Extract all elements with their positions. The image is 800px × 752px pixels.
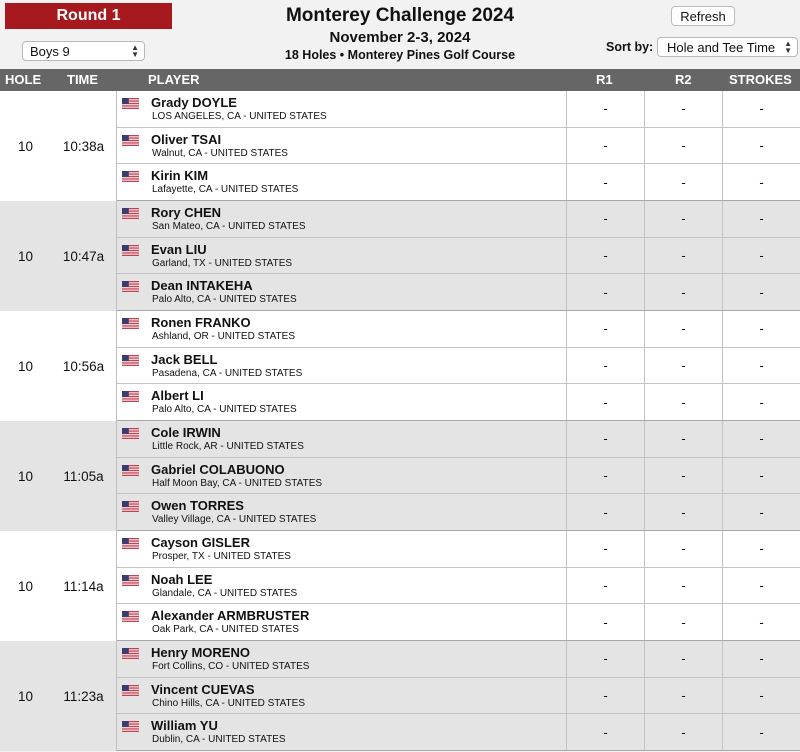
player-name[interactable]: Grady DOYLE <box>151 95 237 110</box>
score-strokes: - <box>722 164 800 200</box>
player-row[interactable] <box>117 714 800 751</box>
score-r2: - <box>644 604 722 640</box>
tee-time-group <box>0 531 800 641</box>
player-location: Fort Collins, CO - UNITED STATES <box>152 661 310 672</box>
column-header-player[interactable]: PLAYER <box>148 72 200 87</box>
us-flag-icon <box>122 426 139 437</box>
group-players <box>117 311 800 421</box>
score-r2: - <box>644 641 722 677</box>
player-name[interactable]: William YU <box>151 718 218 734</box>
us-flag-icon <box>122 389 139 400</box>
course-info: 18 Holes • Monterey Pines Golf Course <box>284 48 516 62</box>
sort-label: Sort by: <box>606 40 654 54</box>
us-flag-icon <box>122 646 139 657</box>
player-name[interactable]: Jack BELL <box>151 351 218 367</box>
group-hole: 10 <box>17 468 34 484</box>
player-row[interactable] <box>117 201 800 238</box>
player-row[interactable] <box>117 311 800 348</box>
player-row[interactable] <box>117 128 800 165</box>
score-strokes: - <box>722 458 800 494</box>
player-row[interactable] <box>117 274 800 311</box>
player-row[interactable] <box>117 348 800 385</box>
score-strokes: - <box>722 531 800 567</box>
tee-time-group <box>0 201 800 311</box>
us-flag-icon <box>122 609 139 620</box>
score-r2: - <box>644 274 722 310</box>
player-location: San Mateo, CA - UNITED STATES <box>152 221 306 232</box>
column-header-time[interactable]: TIME <box>67 72 99 87</box>
score-strokes: - <box>722 604 800 640</box>
us-flag-icon <box>122 316 139 327</box>
group-time: 11:05a <box>51 421 117 531</box>
us-flag-icon <box>122 683 139 694</box>
score-r2: - <box>644 238 722 274</box>
player-location: Little Rock, AR - UNITED STATES <box>152 441 304 452</box>
score-strokes: - <box>722 568 800 604</box>
player-name[interactable]: Ronen FRANKO <box>151 315 251 330</box>
group-players <box>117 91 800 201</box>
player-location: LOS ANGELES, CA - UNITED STATES <box>152 111 327 122</box>
score-r1: - <box>566 128 644 164</box>
table-header <box>0 69 800 91</box>
round-button[interactable]: Round 1 <box>5 3 172 29</box>
score-r2: - <box>644 384 722 420</box>
player-location: Valley Village, CA - UNITED STATES <box>152 514 317 526</box>
column-header-strokes[interactable]: STROKES <box>729 72 792 87</box>
player-location: Dublin, CA - UNITED STATES <box>152 734 286 746</box>
group-hole: 10 <box>17 358 34 374</box>
score-r2: - <box>644 311 722 347</box>
us-flag-icon <box>122 573 139 584</box>
score-r1: - <box>566 604 644 640</box>
score-r1: - <box>566 238 644 274</box>
player-name[interactable]: Cole IRWIN <box>151 425 221 440</box>
player-row[interactable] <box>117 604 800 641</box>
score-r1: - <box>566 274 644 310</box>
player-row[interactable] <box>117 641 800 678</box>
player-row[interactable] <box>117 384 800 421</box>
player-name[interactable]: Gabriel COLABUONO <box>151 461 285 477</box>
score-r2: - <box>644 164 722 200</box>
group-hole: 10 <box>17 138 34 154</box>
tee-time-groups <box>0 91 800 751</box>
us-flag-icon <box>122 353 139 364</box>
column-header-r1[interactable]: R1 <box>596 72 613 87</box>
score-r1: - <box>566 714 644 750</box>
score-strokes: - <box>722 91 800 127</box>
score-strokes: - <box>722 348 800 384</box>
player-name[interactable]: Cayson GISLER <box>151 535 250 550</box>
score-r2: - <box>644 421 722 457</box>
player-name[interactable]: Dean INTAKEHA <box>151 278 253 294</box>
division-value: Boys 9 <box>30 43 70 59</box>
player-name[interactable]: Kirin KIM <box>151 168 209 184</box>
score-strokes: - <box>722 238 800 274</box>
score-r2: - <box>644 531 722 567</box>
group-players <box>117 641 800 751</box>
score-strokes: - <box>722 274 800 310</box>
score-r1: - <box>566 91 644 127</box>
player-location: Half Moon Bay, CA - UNITED STATES <box>152 477 323 489</box>
select-arrows-icon: ▲ ▼ <box>131 43 139 59</box>
player-location: Prosper, TX - UNITED STATES <box>152 551 291 562</box>
us-flag-icon <box>122 169 139 180</box>
score-r1: - <box>566 458 644 494</box>
group-time: 10:38a <box>51 91 117 201</box>
score-r2: - <box>644 568 722 604</box>
player-name[interactable]: Vincent CUEVAS <box>151 681 255 697</box>
group-time: 11:14a <box>51 531 117 641</box>
player-name[interactable]: Oliver TSAI <box>151 131 222 147</box>
group-time: 10:56a <box>51 311 117 421</box>
tee-time-group <box>0 641 800 751</box>
player-location: Palo Alto, CA - UNITED STATES <box>152 294 297 306</box>
score-strokes: - <box>722 421 800 457</box>
score-r2: - <box>644 91 722 127</box>
us-flag-icon <box>122 499 139 510</box>
player-row[interactable] <box>117 421 800 458</box>
sort-select[interactable] <box>657 37 798 57</box>
tee-time-group <box>0 311 800 421</box>
group-time: 10:47a <box>51 201 117 311</box>
player-location: Ashland, OR - UNITED STATES <box>152 331 295 342</box>
player-location: Pasadena, CA - UNITED STATES <box>152 367 303 379</box>
score-r1: - <box>566 678 644 714</box>
column-header-hole[interactable]: HOLE <box>5 72 42 87</box>
group-hole: 10 <box>17 688 34 704</box>
player-name[interactable]: Henry MORENO <box>151 645 250 660</box>
sort-value: Hole and Tee Time <box>667 39 776 55</box>
score-r2: - <box>644 201 722 237</box>
score-r2: - <box>644 458 722 494</box>
score-r1: - <box>566 641 644 677</box>
score-strokes: - <box>722 494 800 530</box>
score-r2: - <box>644 128 722 164</box>
score-strokes: - <box>722 201 800 237</box>
score-strokes: - <box>722 311 800 347</box>
us-flag-icon <box>122 206 139 217</box>
page-header <box>0 0 800 69</box>
player-location: Chino Hills, CA - UNITED STATES <box>152 697 305 709</box>
tee-time-group <box>0 421 800 531</box>
event-dates: November 2-3, 2024 <box>329 29 471 46</box>
score-strokes: - <box>722 128 800 164</box>
player-row[interactable] <box>117 238 800 275</box>
group-players <box>117 201 800 311</box>
score-r1: - <box>566 494 644 530</box>
score-r1: - <box>566 164 644 200</box>
player-location: Oak Park, CA - UNITED STATES <box>152 624 299 636</box>
player-row[interactable] <box>117 91 800 128</box>
score-strokes: - <box>722 384 800 420</box>
player-location: Palo Alto, CA - UNITED STATES <box>152 404 297 416</box>
page-title: Monterey Challenge 2024 <box>285 5 515 26</box>
tee-time-group <box>0 91 800 201</box>
us-flag-icon <box>122 243 139 254</box>
player-location: Walnut, CA - UNITED STATES <box>152 147 288 159</box>
score-r1: - <box>566 384 644 420</box>
group-players <box>117 531 800 641</box>
group-hole: 10 <box>17 578 34 594</box>
group-hole: 10 <box>17 248 34 264</box>
score-r2: - <box>644 348 722 384</box>
player-name[interactable]: Rory CHEN <box>151 205 222 220</box>
score-strokes: - <box>722 678 800 714</box>
us-flag-icon <box>122 133 139 144</box>
player-name[interactable]: Evan LIU <box>151 241 207 257</box>
player-name[interactable]: Alexander ARMBRUSTER <box>151 608 310 624</box>
us-flag-icon <box>122 719 139 730</box>
us-flag-icon <box>122 279 139 290</box>
score-r2: - <box>644 678 722 714</box>
score-r1: - <box>566 568 644 604</box>
score-r2: - <box>644 494 722 530</box>
player-row[interactable] <box>117 164 800 201</box>
player-location: Garland, TX - UNITED STATES <box>152 257 293 269</box>
player-row[interactable] <box>117 458 800 495</box>
player-name[interactable]: Albert LI <box>151 388 204 404</box>
player-location: Glandale, CA - UNITED STATES <box>152 587 298 599</box>
player-row[interactable] <box>117 494 800 531</box>
score-r1: - <box>566 421 644 457</box>
player-name[interactable]: Noah LEE <box>151 571 213 587</box>
score-r1: - <box>566 348 644 384</box>
select-arrows-icon: ▲ ▼ <box>784 39 792 55</box>
score-r2: - <box>644 714 722 750</box>
us-flag-icon <box>122 536 139 547</box>
player-row[interactable] <box>117 531 800 568</box>
score-r1: - <box>566 311 644 347</box>
score-strokes: - <box>722 714 800 750</box>
us-flag-icon <box>122 463 139 474</box>
group-time: 11:23a <box>51 641 117 751</box>
player-row[interactable] <box>117 568 800 605</box>
score-r1: - <box>566 531 644 567</box>
score-strokes: - <box>722 641 800 677</box>
player-row[interactable] <box>117 678 800 715</box>
group-players <box>117 421 800 531</box>
player-location: Lafayette, CA - UNITED STATES <box>152 184 299 196</box>
us-flag-icon <box>122 96 139 107</box>
score-r1: - <box>566 201 644 237</box>
player-name[interactable]: Owen TORRES <box>151 498 244 514</box>
refresh-button[interactable]: Refresh <box>671 6 735 26</box>
column-header-r2[interactable]: R2 <box>675 72 692 87</box>
